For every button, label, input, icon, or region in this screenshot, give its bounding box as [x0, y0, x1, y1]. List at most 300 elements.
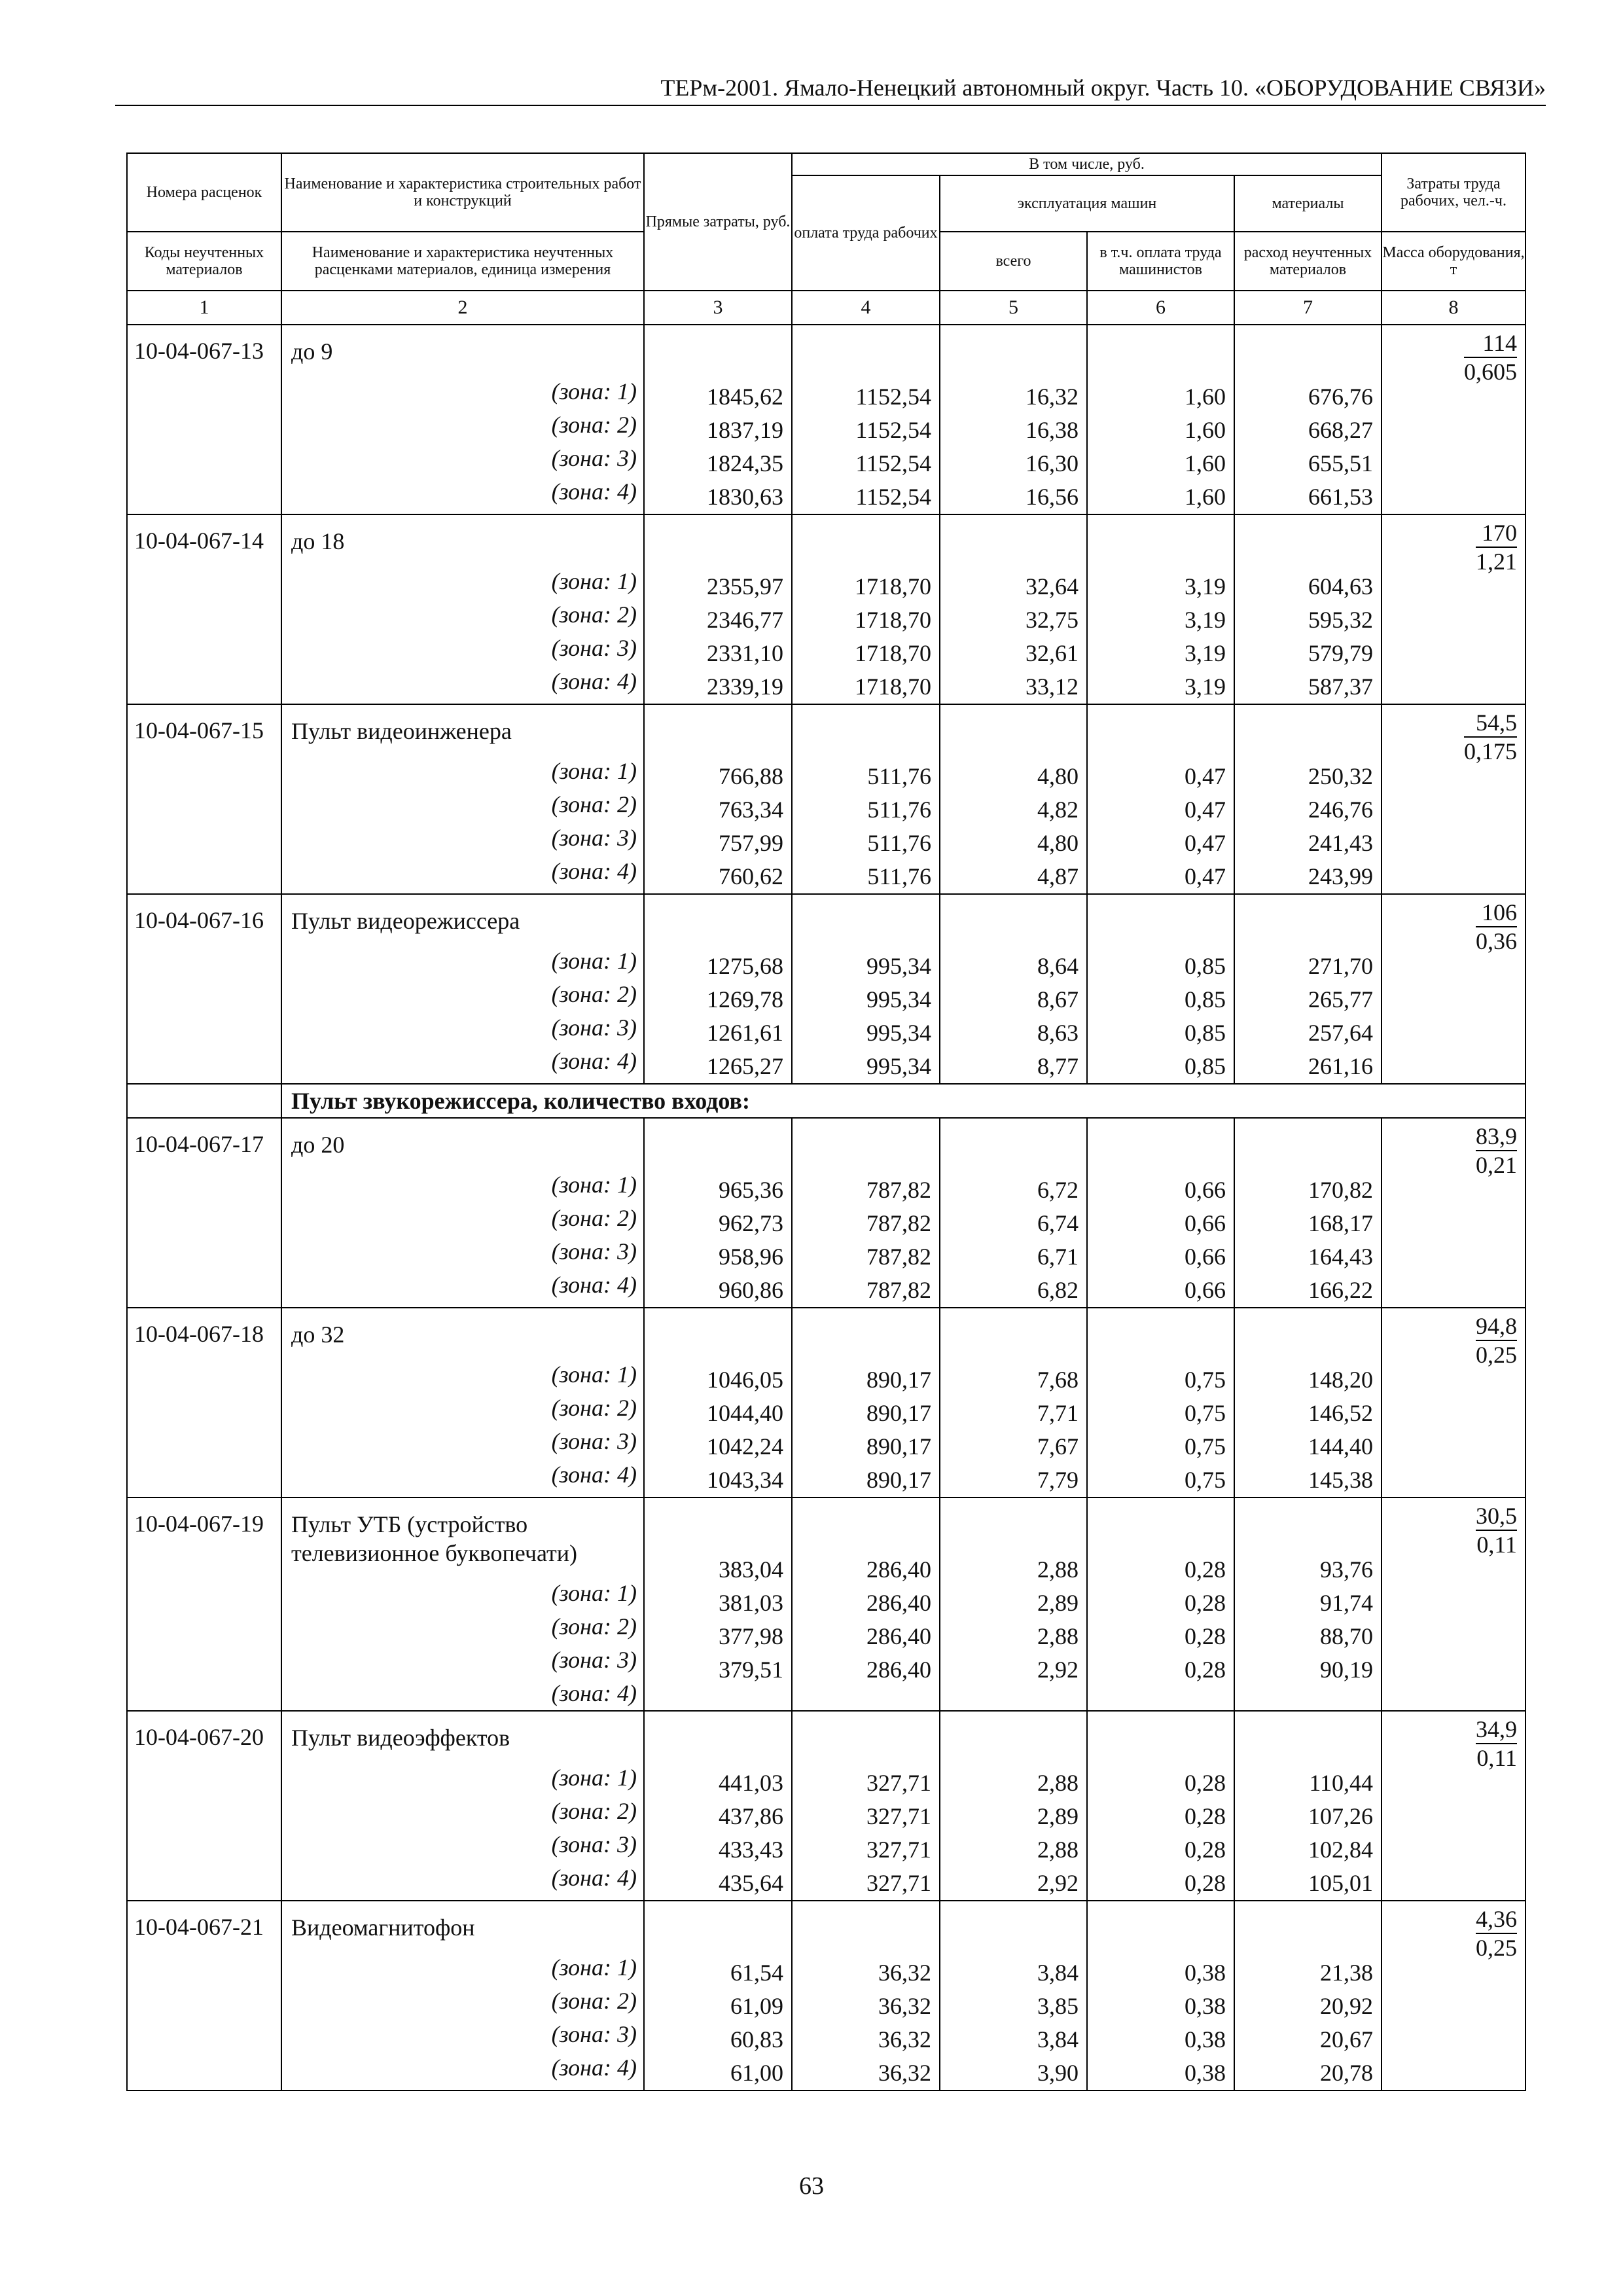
labor-cell [1382, 894, 1525, 1084]
materials-value: 88,70 [1320, 1623, 1373, 1649]
machinists-value: 0,28 [1185, 1657, 1226, 1683]
machinists-value: 0,38 [1185, 2060, 1226, 2086]
labor-mass-fraction [1476, 519, 1517, 575]
labor-cell [1382, 1901, 1525, 2090]
machines-value: 7,67 [1037, 1433, 1079, 1460]
labor-cell [1382, 1118, 1525, 1308]
machinists-value: 0,28 [1185, 1837, 1226, 1863]
wages-value: 1718,70 [855, 573, 931, 600]
machinists-value: 1,60 [1185, 450, 1226, 476]
direct-cost-value: 435,64 [719, 1870, 783, 1896]
zone-label: (зона: 3) [551, 1238, 637, 1265]
direct-cost-value: 962,73 [719, 1210, 783, 1236]
zone-label: (зона: 3) [551, 2021, 637, 2047]
direct-cost-value: 2346,77 [707, 607, 783, 633]
machines-value-cell [940, 325, 1087, 514]
mass-value: 0,25 [1476, 1342, 1517, 1368]
machines-value: 4,87 [1037, 863, 1079, 889]
labor-value: 4,36 [1476, 1905, 1517, 1934]
direct-cost-value-cell [644, 1498, 792, 1711]
wages-value: 511,76 [867, 863, 931, 889]
labor-mass-fraction [1476, 1905, 1517, 1962]
zone-label: (зона: 3) [551, 1428, 637, 1454]
labor-cell [1382, 704, 1525, 894]
materials-value: 655,51 [1308, 450, 1373, 476]
rate-code: 10-04-067-19 [127, 1498, 281, 1711]
table-header [127, 153, 1525, 325]
machines-value: 32,75 [1026, 607, 1079, 633]
materials-value-cell [1234, 1118, 1382, 1308]
zone-label: (зона: 2) [551, 1395, 637, 1421]
machinists-value: 3,19 [1185, 607, 1226, 633]
machines-value: 3,85 [1037, 1993, 1079, 2019]
zone-list [291, 375, 637, 509]
direct-cost-value-cell [644, 325, 792, 514]
machines-value: 32,61 [1026, 640, 1079, 666]
labor-cell [1382, 514, 1525, 704]
wages-value-cell [792, 1711, 940, 1901]
machines-value: 3,84 [1037, 2026, 1079, 2053]
machinists-value: 3,19 [1185, 573, 1226, 600]
machinists-value-cell [1087, 514, 1234, 704]
materials-value: 20,92 [1320, 1993, 1373, 2019]
zone-label: (зона: 1) [551, 948, 637, 974]
work-name-cell [281, 514, 644, 704]
direct-cost-value: 958,96 [719, 1244, 783, 1270]
zone-label: (зона: 2) [551, 412, 637, 438]
machines-value: 2,89 [1037, 1590, 1079, 1616]
machinists-value: 0,38 [1185, 2026, 1226, 2053]
table-row [127, 325, 1525, 514]
labor-cell [1382, 325, 1525, 514]
materials-value: 668,27 [1308, 417, 1373, 443]
materials-value: 579,79 [1308, 640, 1373, 666]
materials-value: 107,26 [1308, 1803, 1373, 1829]
machines-value: 16,56 [1026, 484, 1079, 510]
machinists-value: 0,85 [1185, 1053, 1226, 1079]
col-header-direct-costs: Прямые затраты, руб. [644, 153, 792, 291]
wages-value: 286,40 [866, 1657, 931, 1683]
column-number: 7 [1234, 291, 1382, 325]
labor-value: 114 [1464, 329, 1517, 358]
mass-value: 0,11 [1476, 1532, 1517, 1558]
rate-code: 10-04-067-13 [127, 325, 281, 514]
wages-value: 36,32 [878, 2060, 931, 2086]
zone-label: (зона: 4) [551, 1680, 637, 1706]
machinists-value: 0,28 [1185, 1803, 1226, 1829]
zone-label: (зона: 4) [551, 478, 637, 505]
labor-value: 170 [1476, 519, 1517, 548]
direct-cost-value: 1269,78 [707, 986, 783, 1013]
mass-value: 0,11 [1476, 1745, 1517, 1771]
materials-value: 148,20 [1308, 1367, 1373, 1393]
direct-cost-value-cell [644, 514, 792, 704]
wages-value: 36,32 [878, 1993, 931, 2019]
labor-value: 83,9 [1476, 1122, 1517, 1151]
direct-cost-value: 766,88 [719, 763, 783, 789]
labor-mass-fraction [1476, 1122, 1517, 1179]
wages-value: 995,34 [866, 1053, 931, 1079]
machinists-value-cell [1087, 1308, 1234, 1498]
labor-mass-fraction [1476, 899, 1517, 955]
wages-value: 286,40 [866, 1556, 931, 1583]
zone-label: (зона: 4) [551, 1048, 637, 1074]
col-header-wages: оплата труда рабочих [792, 175, 940, 291]
col-header-machinists-wages: в т.ч. оплата труда машинистов [1087, 232, 1234, 291]
machinists-value-cell [1087, 1901, 1234, 2090]
machines-value-cell [940, 514, 1087, 704]
machines-value: 6,72 [1037, 1177, 1079, 1203]
wages-value: 1718,70 [855, 640, 931, 666]
direct-cost-value-cell [644, 1711, 792, 1901]
work-name: Пульт видеорежиссера [291, 908, 520, 934]
zone-label: (зона: 1) [551, 1580, 637, 1606]
table-row [127, 704, 1525, 894]
machines-value: 2,88 [1037, 1623, 1079, 1649]
materials-value: 241,43 [1308, 830, 1373, 856]
section-code-cell [127, 1084, 281, 1118]
direct-cost-value: 965,36 [719, 1177, 783, 1203]
machinists-value: 0,38 [1185, 1993, 1226, 2019]
section-row [127, 1084, 1525, 1118]
materials-value-cell [1234, 1901, 1382, 2090]
zone-list [291, 944, 637, 1078]
wages-value: 1152,54 [855, 417, 931, 443]
direct-cost-value: 383,04 [719, 1556, 783, 1583]
work-name-cell [281, 704, 644, 894]
direct-cost-value: 2331,10 [707, 640, 783, 666]
wages-value: 1152,54 [855, 384, 931, 410]
zone-label: (зона: 3) [551, 1831, 637, 1857]
machinists-value: 0,47 [1185, 797, 1226, 823]
machinists-value-cell [1087, 1711, 1234, 1901]
materials-value: 91,74 [1320, 1590, 1373, 1616]
wages-value: 511,76 [867, 797, 931, 823]
machinists-value-cell [1087, 325, 1234, 514]
zone-list [291, 1168, 637, 1302]
wages-value: 511,76 [867, 830, 931, 856]
materials-value: 257,64 [1308, 1020, 1373, 1046]
machines-value: 8,63 [1037, 1020, 1079, 1046]
work-name-cell [281, 325, 644, 514]
labor-value: 30,5 [1476, 1502, 1517, 1531]
work-name-cell [281, 1711, 644, 1901]
zone-list [291, 1358, 637, 1492]
materials-value-cell [1234, 1498, 1382, 1711]
machinists-value-cell [1087, 704, 1234, 894]
work-name-cell [281, 1498, 644, 1711]
zone-label: (зона: 1) [551, 1765, 637, 1791]
machinists-value: 0,75 [1185, 1400, 1226, 1426]
table-body [127, 325, 1525, 2090]
zone-label: (зона: 4) [551, 1865, 637, 1891]
machines-value: 3,84 [1037, 1960, 1079, 1986]
machines-value: 2,89 [1037, 1803, 1079, 1829]
wages-value: 327,71 [866, 1870, 931, 1896]
column-number: 8 [1382, 291, 1525, 325]
machines-value-cell [940, 1118, 1087, 1308]
work-name: до 20 [291, 1132, 345, 1158]
machines-value: 6,74 [1037, 1210, 1079, 1236]
materials-value: 168,17 [1308, 1210, 1373, 1236]
zone-label: (зона: 4) [551, 1462, 637, 1488]
direct-cost-value: 433,43 [719, 1837, 783, 1863]
labor-value: 54,5 [1464, 709, 1517, 738]
direct-cost-value: 760,62 [719, 863, 783, 889]
labor-mass-fraction [1464, 329, 1517, 386]
machines-value: 33,12 [1026, 673, 1079, 700]
machinists-value: 0,85 [1185, 1020, 1226, 1046]
machines-value: 16,38 [1026, 417, 1079, 443]
machines-value: 32,64 [1026, 573, 1079, 600]
labor-mass-fraction [1476, 1312, 1517, 1369]
zone-list [291, 1577, 637, 1710]
mass-value: 0,25 [1476, 1935, 1517, 1961]
direct-cost-value: 1845,62 [707, 384, 783, 410]
rate-code: 10-04-067-16 [127, 894, 281, 1084]
zone-label: (зона: 2) [551, 1613, 637, 1640]
direct-cost-value: 763,34 [719, 797, 783, 823]
zone-label: (зона: 1) [551, 1172, 637, 1198]
machinists-value: 0,28 [1185, 1556, 1226, 1583]
direct-cost-value: 441,03 [719, 1770, 783, 1796]
wages-value: 327,71 [866, 1837, 931, 1863]
materials-value: 676,76 [1308, 384, 1373, 410]
work-name: Пульт УТБ (устройство телевизионное буквопечати) [291, 1511, 578, 1566]
col-header-material-codes: Коды неучтенных материалов [127, 232, 281, 291]
machinists-value: 0,47 [1185, 763, 1226, 789]
col-header-machines-total: всего [940, 232, 1087, 291]
machines-value: 8,64 [1037, 953, 1079, 979]
section-title: Пульт звукорежиссера, количество входов: [281, 1084, 1525, 1118]
direct-cost-value: 757,99 [719, 830, 783, 856]
materials-value: 166,22 [1308, 1277, 1373, 1303]
zone-label: (зона: 1) [551, 758, 637, 784]
machinists-value: 1,60 [1185, 484, 1226, 510]
page-number: 63 [799, 2172, 824, 2200]
materials-value-cell [1234, 704, 1382, 894]
machinists-value: 0,66 [1185, 1244, 1226, 1270]
rate-code: 10-04-067-17 [127, 1118, 281, 1308]
zone-label: (зона: 4) [551, 858, 637, 884]
machinists-value: 0,38 [1185, 1960, 1226, 1986]
direct-cost-value: 1042,24 [707, 1433, 783, 1460]
direct-cost-value: 377,98 [719, 1623, 783, 1649]
direct-cost-value: 437,86 [719, 1803, 783, 1829]
materials-value: 595,32 [1308, 607, 1373, 633]
zone-label: (зона: 1) [551, 568, 637, 594]
materials-value: 90,19 [1320, 1657, 1373, 1683]
zone-label: (зона: 2) [551, 1205, 637, 1231]
machinists-value: 0,28 [1185, 1870, 1226, 1896]
wages-value-cell [792, 1308, 940, 1498]
machines-value: 16,32 [1026, 384, 1079, 410]
machines-value-cell [940, 1498, 1087, 1711]
mass-value: 1,21 [1476, 548, 1517, 575]
table-row [127, 1901, 1525, 2090]
direct-cost-value-cell [644, 1308, 792, 1498]
machinists-value: 0,85 [1185, 986, 1226, 1013]
machines-value: 2,88 [1037, 1770, 1079, 1796]
direct-cost-value-cell [644, 1118, 792, 1308]
materials-value-cell [1234, 1308, 1382, 1498]
column-number-row [127, 291, 1525, 325]
materials-value: 20,67 [1320, 2026, 1373, 2053]
work-name-cell [281, 894, 644, 1084]
direct-cost-value: 381,03 [719, 1590, 783, 1616]
zone-list [291, 1761, 637, 1895]
wages-value: 1152,54 [855, 484, 931, 510]
col-header-materials: материалы [1234, 175, 1382, 232]
machinists-value: 0,66 [1185, 1177, 1226, 1203]
materials-value-cell [1234, 325, 1382, 514]
machines-value: 8,67 [1037, 986, 1079, 1013]
wages-value: 890,17 [866, 1367, 931, 1393]
materials-value: 20,78 [1320, 2060, 1373, 2086]
materials-value: 93,76 [1320, 1556, 1373, 1583]
machinists-value: 3,19 [1185, 673, 1226, 700]
direct-cost-value: 61,54 [730, 1960, 783, 1986]
work-name: до 18 [291, 528, 345, 554]
zone-label: (зона: 3) [551, 825, 637, 851]
materials-value: 21,38 [1320, 1960, 1373, 1986]
direct-cost-value: 1044,40 [707, 1400, 783, 1426]
col-header-equipment-mass: Масса оборудования, т [1382, 232, 1525, 291]
zone-list [291, 755, 637, 888]
machinists-value-cell [1087, 1498, 1234, 1711]
table-row [127, 1711, 1525, 1901]
col-header-machines: эксплуатация машин [940, 175, 1234, 232]
materials-value: 145,38 [1308, 1467, 1373, 1493]
zone-label: (зона: 1) [551, 1361, 637, 1388]
zone-label: (зона: 3) [551, 1647, 637, 1673]
machinists-value: 0,66 [1185, 1277, 1226, 1303]
col-header-rate-numbers: Номера расценок [127, 153, 281, 232]
column-number: 1 [127, 291, 281, 325]
direct-cost-value: 2339,19 [707, 673, 783, 700]
wages-value: 36,32 [878, 1960, 931, 1986]
materials-value: 271,70 [1308, 953, 1373, 979]
machinists-value: 0,75 [1185, 1433, 1226, 1460]
wages-value: 787,82 [866, 1210, 931, 1236]
direct-cost-value: 1265,27 [707, 1053, 783, 1079]
zone-label: (зона: 1) [551, 378, 637, 404]
wages-value-cell [792, 894, 940, 1084]
table-row [127, 1118, 1525, 1308]
materials-value-cell [1234, 894, 1382, 1084]
machines-value: 2,92 [1037, 1657, 1079, 1683]
work-name-cell [281, 1308, 644, 1498]
column-number: 2 [281, 291, 644, 325]
running-title: ТЕРм-2001. Ямало-Ненецкий автономный округ. Часть 10. «ОБОРУДОВАНИЕ СВЯЗИ» [115, 71, 1546, 106]
labor-cell [1382, 1498, 1525, 1711]
zone-label: (зона: 2) [551, 791, 637, 817]
machines-value-cell [940, 704, 1087, 894]
labor-mass-fraction [1464, 709, 1517, 765]
machines-value: 6,82 [1037, 1277, 1079, 1303]
wages-value: 787,82 [866, 1277, 931, 1303]
wages-value: 1718,70 [855, 607, 931, 633]
materials-value: 250,32 [1308, 763, 1373, 789]
work-name: до 32 [291, 1321, 345, 1348]
work-name-cell [281, 1901, 644, 2090]
wages-value: 787,82 [866, 1177, 931, 1203]
machines-value: 2,88 [1037, 1837, 1079, 1863]
wages-value: 995,34 [866, 986, 931, 1013]
machinists-value-cell [1087, 1118, 1234, 1308]
wages-value-cell [792, 1118, 940, 1308]
materials-value: 246,76 [1308, 797, 1373, 823]
machines-value: 2,92 [1037, 1870, 1079, 1896]
machines-value: 7,79 [1037, 1467, 1079, 1493]
col-header-labor: Затраты труда рабочих, чел.-ч. [1382, 153, 1525, 232]
materials-value: 110,44 [1309, 1770, 1373, 1796]
machinists-value: 0,28 [1185, 1623, 1226, 1649]
table-row [127, 1308, 1525, 1498]
machines-value: 7,71 [1037, 1400, 1079, 1426]
machinists-value: 0,28 [1185, 1770, 1226, 1796]
direct-cost-value-cell [644, 704, 792, 894]
materials-value: 164,43 [1308, 1244, 1373, 1270]
zone-label: (зона: 4) [551, 668, 637, 694]
machines-value: 4,82 [1037, 797, 1079, 823]
machines-value: 7,68 [1037, 1367, 1079, 1393]
labor-value: 94,8 [1476, 1312, 1517, 1341]
table-row [127, 894, 1525, 1084]
direct-cost-value: 1275,68 [707, 953, 783, 979]
direct-cost-value: 1043,34 [707, 1467, 783, 1493]
column-number: 4 [792, 291, 940, 325]
wages-value: 327,71 [866, 1770, 931, 1796]
labor-mass-fraction [1476, 1502, 1517, 1558]
machinists-value: 1,60 [1185, 417, 1226, 443]
machines-value: 6,71 [1037, 1244, 1079, 1270]
materials-value: 105,01 [1308, 1870, 1373, 1896]
machinists-value: 0,28 [1185, 1590, 1226, 1616]
zone-label: (зона: 3) [551, 445, 637, 471]
zone-label: (зона: 1) [551, 1954, 637, 1981]
mass-value: 0,21 [1476, 1152, 1517, 1178]
direct-cost-value: 1261,61 [707, 1020, 783, 1046]
direct-cost-value: 1046,05 [707, 1367, 783, 1393]
work-name: до 9 [291, 338, 333, 365]
zone-label: (зона: 2) [551, 601, 637, 628]
zone-label: (зона: 3) [551, 1014, 637, 1041]
wages-value-cell [792, 325, 940, 514]
direct-cost-value: 61,09 [730, 1993, 783, 2019]
materials-value: 170,82 [1308, 1177, 1373, 1203]
machinists-value: 0,75 [1185, 1367, 1226, 1393]
wages-value: 787,82 [866, 1244, 931, 1270]
direct-cost-value: 60,83 [730, 2026, 783, 2053]
materials-value: 144,40 [1308, 1433, 1373, 1460]
machines-value: 8,77 [1037, 1053, 1079, 1079]
column-number: 6 [1087, 291, 1234, 325]
wages-value: 511,76 [867, 763, 931, 789]
wages-value: 890,17 [866, 1400, 931, 1426]
machinists-value-cell [1087, 894, 1234, 1084]
rate-code: 10-04-067-14 [127, 514, 281, 704]
direct-cost-value-cell [644, 894, 792, 1084]
col-header-material-names: Наименование и характеристика неучтенных расценками материалов, единица измерения [281, 232, 644, 291]
wages-value: 327,71 [866, 1803, 931, 1829]
direct-cost-value: 1830,63 [707, 484, 783, 510]
machines-value-cell [940, 1308, 1087, 1498]
work-name: Пульт видеоинженера [291, 718, 512, 744]
materials-value: 261,16 [1308, 1053, 1373, 1079]
materials-value: 661,53 [1308, 484, 1373, 510]
materials-value: 243,99 [1308, 863, 1373, 889]
